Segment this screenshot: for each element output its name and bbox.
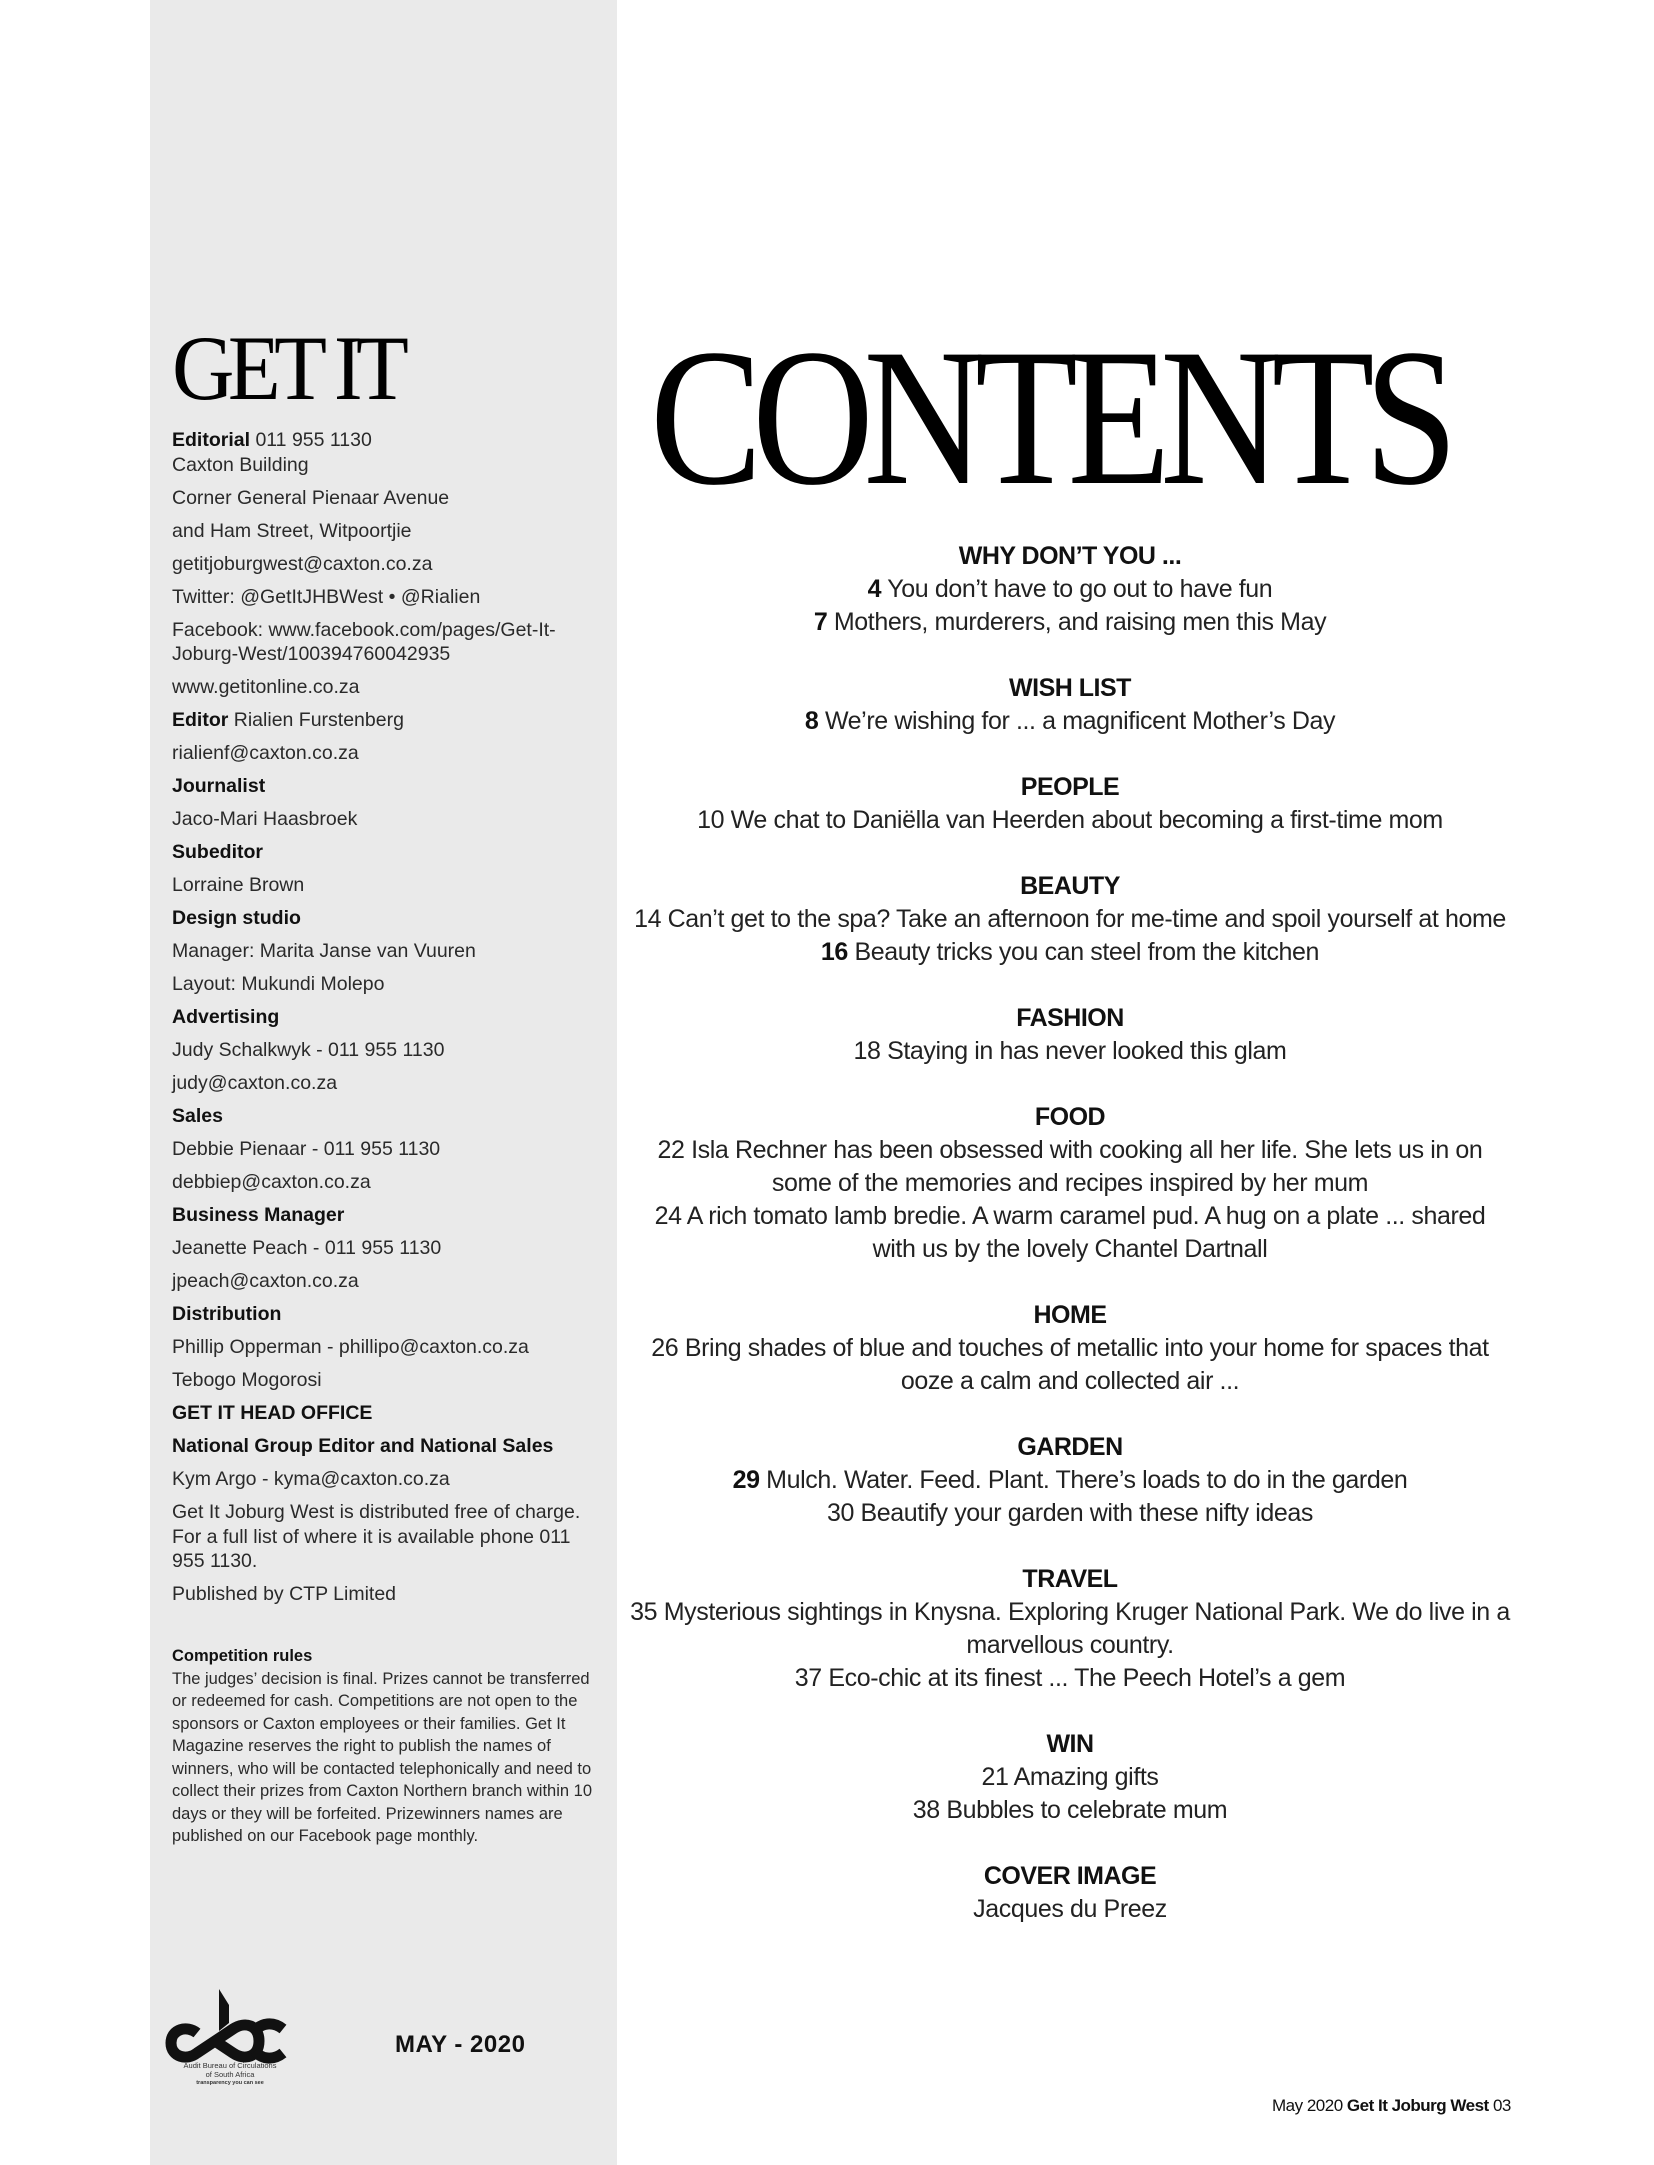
masthead-item: Debbie Pienaar - 011 955 1130 [172,1138,441,1160]
toc-page-number: 37 [794,1664,822,1692]
toc-entry-title: Bring shades of blue and touches of metallic into your home for spaces that ooze a calm and collected air ... [684,1334,1489,1395]
masthead-item: Twitter: @GetItJHBWest • @Rialien [172,585,481,608]
masthead-credits [172,428,602,1615]
masthead-item: Manager: Marita Janse van Vuuren [172,940,476,962]
toc-entry[interactable] [630,1662,1510,1695]
abc-caption-line2: of South Africa [205,2070,255,2079]
masthead-heading: Design studio [172,907,301,929]
masthead-item: jpeach@caxton.co.za [172,1270,359,1292]
toc-entry-title: Bubbles to celebrate mum [946,1796,1228,1824]
toc-entry[interactable] [630,606,1510,639]
toc-entry[interactable] [630,1596,1510,1662]
toc-entry-title: A rich tomato lamb bredie. A warm caramel pud. A hug on a plate ... shared with us by the lovely Chantel Dartnall [686,1202,1486,1263]
toc-entry[interactable] [630,573,1510,606]
masthead-label: Editorial [172,429,251,451]
competition-rules-body: The judges’ decision is final. Prizes cannot be transferred or redeemed for cash. Competitions are not open to the sponsors or Caxton employees or their families. Get It Magazine reserves the right to publish the names of winners, who will be contacted telephonically and need to collect their prizes from Caxton Northern branch within 10 days or they will be forfeited. Prizewinners names are published on our Facebook page monthly. [172,1669,593,1845]
masthead-item: Kym Argo - kyma@caxton.co.za [172,1468,450,1490]
issue-date: MAY - 2020 [395,2031,526,2058]
toc-section-heading: WIN [1046,1730,1094,1758]
masthead-heading: Distribution [172,1303,282,1325]
masthead-item: Tebogo Mogorosi [172,1369,322,1391]
masthead-heading: Journalist [172,775,266,797]
masthead-value: 011 955 1130 [255,429,372,451]
masthead-item: Caxton Building [172,453,309,476]
toc-page-number: 21 [981,1763,1009,1791]
masthead-item: Corner General Pienaar Avenue [172,486,450,509]
masthead-label: Editor [172,709,229,731]
toc-page-number: 26 [651,1334,679,1362]
toc-section-heading: FASHION [1016,1004,1124,1032]
toc-page-number: 7 [813,608,828,636]
toc-section [630,1728,1510,1827]
toc-page-number: 4 [867,575,882,603]
toc-entry[interactable] [630,1497,1510,1530]
masthead-item: and Ham Street, Witpoortjie [172,519,412,542]
footer-publication: Get It Joburg West [1346,2096,1489,2115]
toc-entry[interactable] [630,1761,1510,1794]
toc-page-number: 8 [804,707,819,735]
toc-entry-title: Amazing gifts [1013,1763,1159,1791]
page-title: CONTENTS [650,309,1448,526]
masthead-value: Rialien Furstenberg [233,709,404,731]
toc-entry-title: Staying in has never looked this glam [887,1037,1287,1065]
toc-section [630,771,1510,837]
toc-section-heading: WISH LIST [1009,674,1131,702]
toc-section [630,1431,1510,1530]
toc-entry[interactable] [630,1794,1510,1827]
toc-section-heading: FOOD [1034,1103,1106,1131]
toc-page-number: 16 [820,938,848,966]
toc-entry-title: Mulch. Water. Feed. Plant. There’s loads to do in the garden [766,1466,1408,1494]
toc-entry[interactable] [630,1200,1510,1266]
toc-section-heading: BEAUTY [1020,872,1120,900]
toc-entry-title: Mothers, murderers, and raising men this May [833,608,1327,636]
toc-entry-title: Isla Rechner has been obsessed with cooking all her life. She lets us in on some of the memories and recipes inspired by her mum [691,1136,1483,1197]
abc-logo-caption [160,2061,300,2088]
toc-section [630,1299,1510,1398]
toc-entry-title: You don’t have to go out to have fun [887,575,1273,603]
toc-section-heading: WHY DON’T YOU ... [958,542,1182,570]
toc-page-number: 30 [826,1499,854,1527]
toc-entry[interactable] [630,1893,1510,1926]
toc-entry-title: We’re wishing for ... a magnificent Mother’s Day [824,707,1336,735]
toc-entry[interactable] [630,1035,1510,1068]
masthead-item: Jaco-Mari Haasbroek [172,808,358,830]
masthead-item: getitjoburgwest@caxton.co.za [172,552,433,575]
toc-entry-title: Beauty tricks you can steel from the kitchen [854,938,1320,966]
toc-entry[interactable] [630,705,1510,738]
masthead-labelled-item [172,428,602,453]
toc-entry[interactable] [630,1134,1510,1200]
toc-section [630,1563,1510,1695]
toc-entry[interactable] [630,903,1510,936]
masthead-heading: Advertising [172,1006,280,1028]
masthead-item: Phillip Opperman - phillipo@caxton.co.za [172,1336,529,1358]
masthead-item: www.getitonline.co.za [172,676,360,698]
toc-page-number: 10 [697,806,725,834]
toc-section [630,870,1510,969]
toc-section [630,672,1510,738]
masthead-heading: National Group Editor and National Sales [172,1435,554,1457]
masthead-item: Layout: Mukundi Molepo [172,973,385,995]
toc-entry[interactable] [630,1332,1510,1398]
toc-page-number: 35 [630,1598,658,1626]
masthead-item: Judy Schalkwyk - 011 955 1130 [172,1039,445,1061]
masthead-heading: Sales [172,1105,223,1127]
abc-tagline: transparency you can see [196,2080,264,2086]
masthead-item: Jeanette Peach - 011 955 1130 [172,1237,442,1259]
page-footer [1272,2096,1511,2116]
toc-entry-title: Eco-chic at its finest ... The Peech Hotel’s a gem [828,1664,1346,1692]
abc-caption-line1: Audit Bureau of Circulations [183,2061,277,2070]
toc-section-heading: GARDEN [1017,1433,1123,1461]
masthead-heading: Subeditor [172,841,263,863]
competition-rules-title: Competition rules [172,1647,313,1665]
toc-section [630,1860,1510,1926]
toc-page-number: 22 [657,1136,685,1164]
masthead-item: Published by CTP Limited [172,1583,397,1605]
masthead-item: debbiep@caxton.co.za [172,1171,371,1193]
masthead-heading: GET IT HEAD OFFICE [172,1402,373,1424]
toc-section-heading: TRAVEL [1022,1565,1118,1593]
masthead-item: Facebook: www.facebook.com/pages/Get-It-Joburg-West/100394760042935 [172,618,556,665]
masthead-item: Lorraine Brown [172,874,305,896]
masthead-item: Get It Joburg West is distributed free of charge. For a full list of where it is available phone 011 955 1130. [172,1501,581,1572]
toc-entry-title: Can’t get to the spa? Take an afternoon for me-time and spoil yourself at home [667,905,1506,933]
toc-entry-title: Jacques du Preez [973,1895,1167,1923]
toc-entry-title: Beautify your garden with these nifty ideas [860,1499,1314,1527]
toc-entry-title: Mysterious sightings in Knysna. Exploring Kruger National Park. We do live in a marvellous country. [663,1598,1510,1659]
toc-page-number: 38 [912,1796,940,1824]
toc-page-number: 18 [853,1037,881,1065]
footer-page-number: 03 [1492,2096,1511,2115]
toc-page-number: 24 [654,1202,682,1230]
toc-entry[interactable] [630,1464,1510,1497]
masthead-item: judy@caxton.co.za [172,1072,338,1094]
masthead-labelled-item [172,708,602,733]
masthead-item: rialienf@caxton.co.za [172,742,359,764]
footer-month-year: May 2020 [1272,2096,1343,2115]
toc-section-heading: PEOPLE [1020,773,1120,801]
toc-entry[interactable] [630,804,1510,837]
masthead-heading: Business Manager [172,1204,345,1226]
toc-entry-title: We chat to Daniëlla van Heerden about becoming a first-time mom [730,806,1443,834]
competition-rules [172,1645,602,1848]
toc-page-number: 29 [732,1466,760,1494]
toc-section-heading: HOME [1033,1301,1107,1329]
toc-section [630,540,1510,639]
toc-entry[interactable] [630,936,1510,969]
toc-section [630,1101,1510,1266]
brand-logo-get-it: GET IT [172,317,403,419]
toc-page-number: 14 [634,905,662,933]
table-of-contents [630,540,1510,1959]
toc-section [630,1002,1510,1068]
toc-section-heading: COVER IMAGE [983,1862,1157,1890]
